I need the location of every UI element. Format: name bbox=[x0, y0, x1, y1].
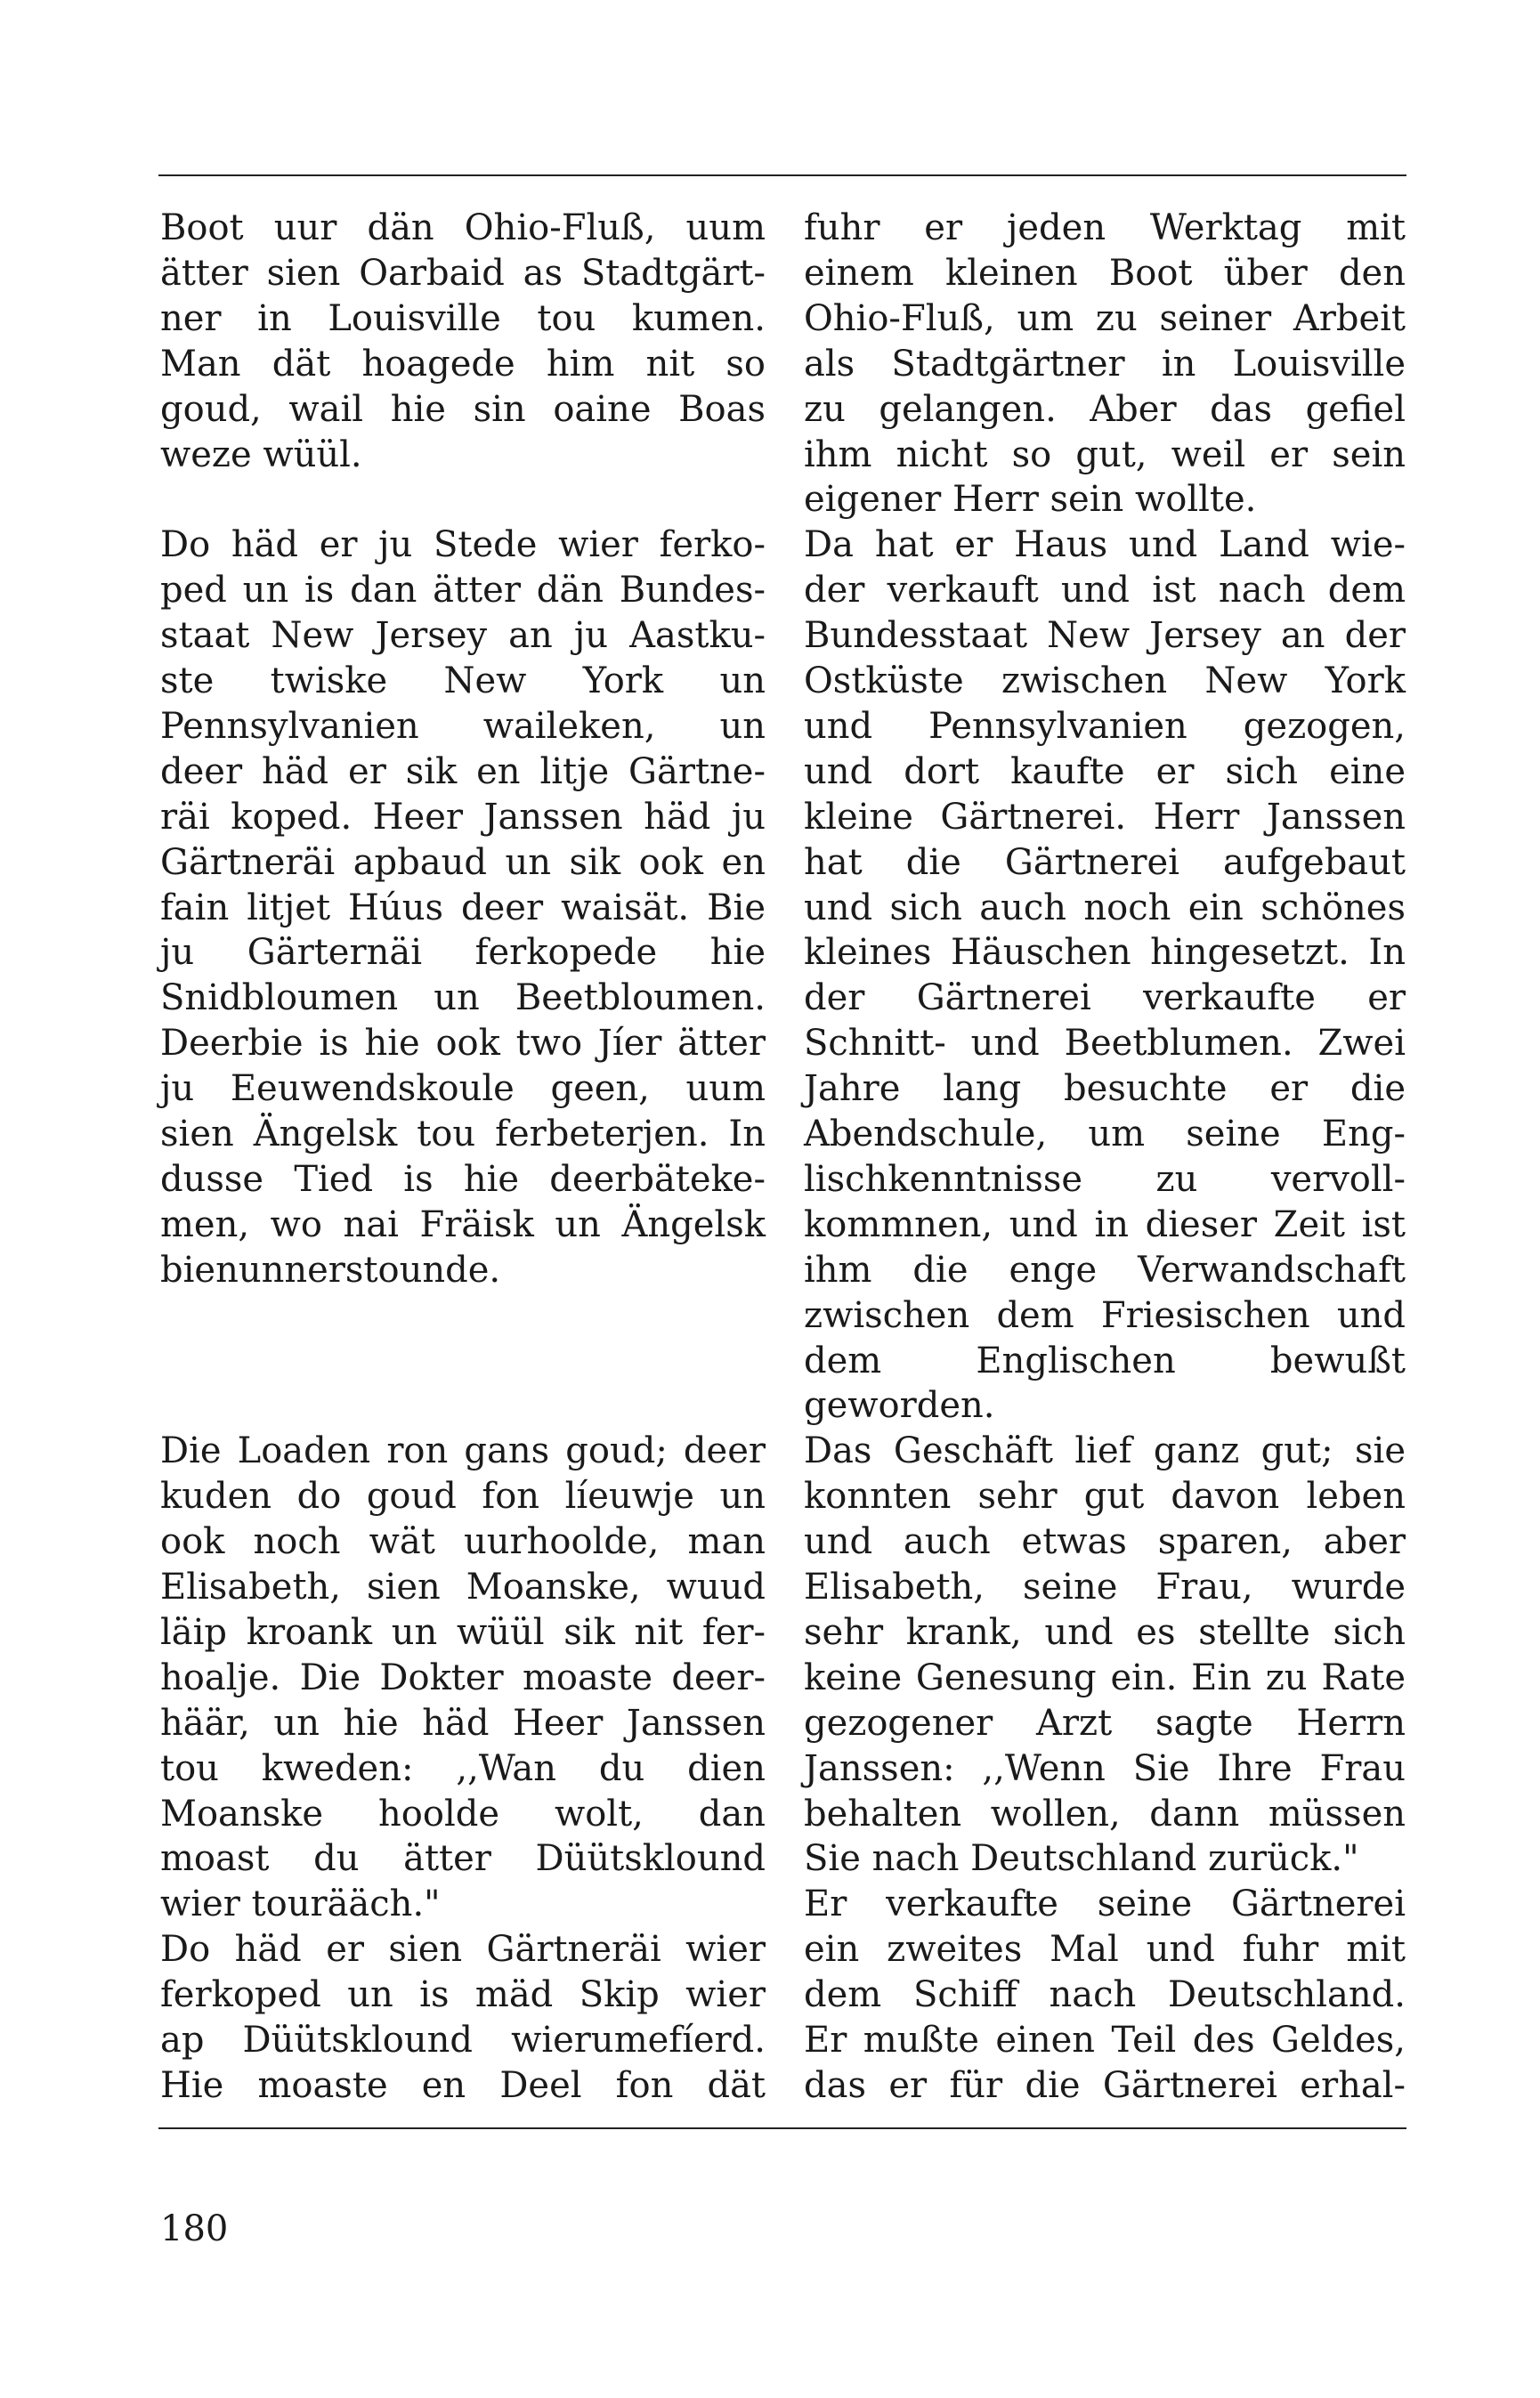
left-text-line: räi koped. Heer Janssen häd ju bbox=[160, 796, 766, 838]
left-text-line: Gärtneräi apbaud un sik ook en bbox=[160, 841, 766, 883]
right-text-line: Er mußte einen Teil des Geldes, bbox=[804, 2020, 1406, 2061]
right-text-line: geworden. bbox=[804, 1385, 995, 1427]
right-text-line: sehr krank, und es stellte sich bbox=[804, 1611, 1406, 1653]
left-text-line: Hie moaste en Deel fon dät bbox=[160, 2064, 766, 2106]
left-text-line: ju Eeuwendskoule geen, uum bbox=[160, 1068, 766, 1110]
left-text-line: häär, un hie häd Heer Janssen bbox=[160, 1702, 766, 1744]
right-text-line: kleines Häuschen hingesetzt. In bbox=[804, 932, 1406, 974]
right-text-line: kleine Gärtnerei. Herr Janssen bbox=[804, 796, 1406, 838]
right-text-line: Schnitt- und Beetblumen. Zwei bbox=[804, 1023, 1406, 1065]
right-text-line: ihm die enge Verwandschaft bbox=[804, 1249, 1406, 1291]
right-text-line: und Pennsylvanien gezogen, bbox=[804, 705, 1406, 747]
left-text-line: ätter sien Oarbaid as Stadtgärt- bbox=[160, 252, 766, 294]
left-text-line: Do häd er sien Gärtneräi wier bbox=[160, 1929, 766, 1971]
left-text-line: ste twiske New York un bbox=[160, 660, 766, 701]
right-text-line: Das Geschäft lief ganz gut; sie bbox=[804, 1430, 1406, 1472]
right-text-line: Elisabeth, seine Frau, wurde bbox=[804, 1567, 1406, 1608]
right-text-line: Sie nach Deutschland zurück." bbox=[804, 1838, 1359, 1880]
right-text-line: zwischen dem Friesischen und bbox=[804, 1294, 1406, 1336]
right-text-line: Jahre lang besuchte er die bbox=[804, 1068, 1406, 1110]
left-text-line: ped un is dan ätter dän Bundes- bbox=[160, 570, 766, 612]
right-text-line: dem Englischen bewußt bbox=[804, 1340, 1406, 1381]
left-text-line: Man dät hoagede him nit so bbox=[160, 343, 766, 385]
header-rule bbox=[158, 174, 1406, 176]
left-text-line: hoalje. Die Dokter moaste deer- bbox=[160, 1657, 766, 1698]
right-text-line: dem Schiff nach Deutschland. bbox=[804, 1974, 1406, 2016]
right-text-line: zu gelangen. Aber das gefiel bbox=[804, 388, 1406, 430]
right-text-line: ihm nicht so gut, weil er sein bbox=[804, 433, 1406, 475]
right-text-line: und dort kaufte er sich eine bbox=[804, 750, 1406, 792]
right-text-line: hat die Gärtnerei aufgebaut bbox=[804, 841, 1406, 883]
right-text-line: Abendschule, um seine Eng- bbox=[804, 1114, 1406, 1154]
left-text-line: fain litjet Húus deer waisät. Bie bbox=[160, 887, 766, 928]
left-text-line: kuden do goud fon líeuwje un bbox=[160, 1476, 766, 1518]
right-text-line: Bundesstaat New Jersey an der bbox=[804, 615, 1406, 657]
left-text-line: ju Gärternäi ferkopede hie bbox=[160, 932, 766, 974]
footer-rule bbox=[158, 2127, 1406, 2129]
right-text-line: Ostküste zwischen New York bbox=[804, 660, 1406, 701]
left-text-line: wier tourääch." bbox=[160, 1884, 441, 1925]
right-text-line: kommnen, und in dieser Zeit ist bbox=[804, 1203, 1406, 1245]
right-text-line: und sich auch noch ein schönes bbox=[804, 887, 1406, 928]
left-text-line: weze wüül. bbox=[160, 433, 362, 475]
left-text-line: Elisabeth, sien Moanske, wuud bbox=[160, 1567, 766, 1608]
left-text-line: tou kweden: ,,Wan du dien bbox=[160, 1747, 766, 1789]
right-text-line: der verkauft und ist nach dem bbox=[804, 570, 1406, 612]
page-number: 180 bbox=[160, 2208, 229, 2249]
left-text-line: staat New Jersey an ju Aastku- bbox=[160, 615, 766, 657]
right-text-line: behalten wollen, dann müssen bbox=[804, 1793, 1406, 1835]
left-text-line: dusse Tied is hie deerbäteke- bbox=[160, 1158, 766, 1200]
left-text-line: bienunnerstounde. bbox=[160, 1249, 501, 1291]
right-text-line: eigener Herr sein wollte. bbox=[804, 479, 1257, 521]
right-text-line: konnten sehr gut davon leben bbox=[804, 1476, 1406, 1518]
right-text-line: und auch etwas sparen, aber bbox=[804, 1521, 1406, 1563]
right-text-line: Janssen: ,,Wenn Sie Ihre Frau bbox=[804, 1747, 1406, 1789]
left-text-line: Do häd er ju Stede wier ferko- bbox=[160, 524, 766, 566]
right-text-line: das er für die Gärtnerei erhal- bbox=[804, 2064, 1406, 2106]
left-text-line: ferkoped un is mäd Skip wier bbox=[160, 1974, 766, 2016]
right-text-line: einem kleinen Boot über den bbox=[804, 252, 1406, 294]
left-text-line: Pennsylvanien waileken, un bbox=[160, 705, 766, 747]
right-text-line: keine Genesung ein. Ein zu Rate bbox=[804, 1657, 1406, 1698]
left-text-line: Die Loaden ron gans goud; deer bbox=[160, 1430, 766, 1472]
right-text-line: der Gärtnerei verkaufte er bbox=[804, 977, 1406, 1019]
left-text-line: moast du ätter Düütsklound bbox=[160, 1838, 766, 1880]
left-text-line: sien Ängelsk tou ferbeterjen. In bbox=[160, 1114, 766, 1154]
left-text-line: Snidbloumen un Beetbloumen. bbox=[160, 977, 766, 1019]
left-text-line: läip kroank un wüül sik nit fer- bbox=[160, 1611, 766, 1653]
right-text-line: als Stadtgärtner in Louisville bbox=[804, 343, 1406, 385]
right-text-line: Er verkaufte seine Gärtnerei bbox=[804, 1884, 1406, 1925]
right-text-line: fuhr er jeden Werktag mit bbox=[804, 207, 1406, 248]
right-text-line: ein zweites Mal und fuhr mit bbox=[804, 1929, 1406, 1971]
right-text-line: Ohio-Fluß, um zu seiner Arbeit bbox=[804, 297, 1406, 339]
right-text-line: lischkenntnisse zu vervoll- bbox=[804, 1158, 1406, 1200]
left-text-line: ap Düütsklound wierumefíerd. bbox=[160, 2020, 766, 2061]
left-text-line: Deerbie is hie ook two Jíer ätter bbox=[160, 1023, 766, 1065]
right-text-line: gezogener Arzt sagte Herrn bbox=[804, 1702, 1406, 1744]
left-text-line: deer häd er sik en litje Gärtne- bbox=[160, 750, 766, 792]
right-text-line: Da hat er Haus und Land wie- bbox=[804, 524, 1406, 566]
left-text-line: Moanske hoolde wolt, dan bbox=[160, 1793, 766, 1835]
left-text-line: Boot uur dän Ohio-Fluß, uum bbox=[160, 207, 766, 248]
left-text-line: ner in Louisville tou kumen. bbox=[160, 297, 766, 339]
left-text-line: men, wo nai Fräisk un Ängelsk bbox=[160, 1203, 766, 1245]
left-text-line: goud, wail hie sin oaine Boas bbox=[160, 388, 766, 430]
left-text-line: ook noch wät uurhoolde, man bbox=[160, 1521, 766, 1563]
